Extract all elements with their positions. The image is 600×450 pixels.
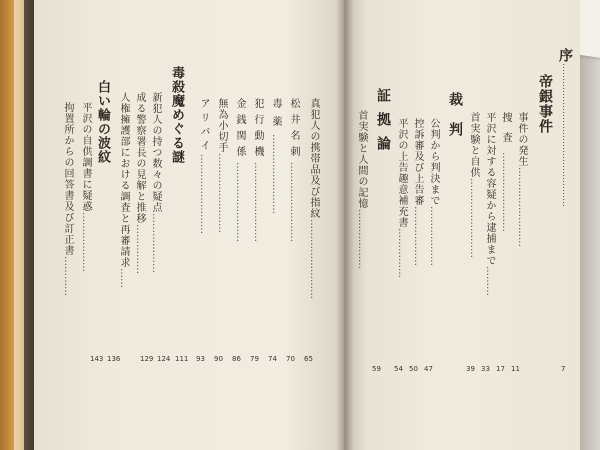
page-number: 129 (140, 355, 154, 363)
page-number: 50 (409, 365, 418, 373)
toc-entry (412, 118, 422, 266)
toc-entry (198, 98, 208, 234)
toc-section-heading (538, 74, 552, 134)
page-number: 90 (214, 355, 223, 363)
toc-leader: …… (118, 268, 129, 288)
toc-entry-title: 首実験と人間の記憶 (356, 110, 367, 209)
toc-entry-title: 公判から判決まで (428, 118, 439, 206)
page-number: 59 (372, 365, 381, 373)
toc-section-heading (376, 88, 390, 160)
toc-section-title: 裁判 (447, 92, 463, 152)
toc-entry (234, 98, 244, 242)
page-number: 143 (90, 355, 104, 363)
toc-leader: …………………… (500, 152, 511, 232)
page-number: 47 (424, 365, 433, 373)
toc-leader: ……………… (80, 212, 91, 272)
toc-leader: …………………… (468, 178, 479, 258)
toc-section-title: 証拠論 (375, 88, 391, 160)
toc-section-title: 毒殺魔めぐる謎 (169, 66, 184, 164)
page-number: 86 (232, 355, 241, 363)
toc-entry-title: 捜査 (500, 112, 511, 152)
toc-section-heading (170, 66, 183, 164)
toc-leader: ………………………………………… (560, 63, 570, 207)
toc-entry-title: 人権擁護部における調査と再審請求 (118, 92, 129, 268)
toc-section-heading (448, 92, 462, 152)
toc-entry (468, 112, 478, 258)
toc-entry-title: 成る警察署長の見解と推移 (134, 92, 145, 224)
toc-leader: …………………… (252, 162, 263, 242)
toc-entry (308, 98, 318, 299)
toc-entry (288, 98, 298, 242)
toc-section-heading (96, 80, 109, 164)
toc-entry (62, 102, 72, 296)
toc-entry (150, 92, 160, 273)
page-number: 33 (481, 365, 490, 373)
book-gutter (336, 0, 354, 450)
page-number: 65 (304, 355, 313, 363)
toc-entry-title: 序 (557, 48, 573, 63)
right-page (344, 0, 580, 450)
toc-entry-title: 新犯人の持つ数々の疑点 (150, 92, 161, 213)
page-number: 124 (157, 355, 171, 363)
page-number: 79 (250, 355, 259, 363)
page-number: 17 (496, 365, 505, 373)
toc-leader: ……………… (356, 209, 367, 269)
toc-entry (484, 112, 494, 296)
toc-entry-title: 平沢に対する容疑から逮捕まで (484, 112, 495, 266)
toc-leader: …………… (396, 228, 407, 278)
toc-entry (558, 48, 572, 207)
toc-leader: …………………… (216, 153, 227, 233)
toc-entry (216, 98, 226, 233)
toc-entry (134, 92, 144, 274)
toc-entry (356, 110, 366, 269)
toc-leader: …………………… (270, 134, 281, 214)
toc-entry-title: 真犯人の携帯品及び指紋 (308, 98, 319, 219)
page-number: 74 (268, 355, 277, 363)
toc-leader: …………………… (288, 162, 299, 242)
toc-entry-title: 事件の発生 (516, 112, 527, 167)
toc-entry-title: 首実験と自供 (468, 112, 479, 178)
page-number: 7 (561, 365, 566, 373)
toc-leader: …………… (134, 224, 145, 274)
toc-entry (428, 118, 438, 266)
page-number: 111 (175, 355, 189, 363)
toc-entry (118, 92, 128, 288)
toc-entry-title: 拘置所からの回答書及び訂正書 (62, 102, 73, 256)
page-number: 39 (466, 365, 475, 373)
toc-entry-title: 犯行動機 (252, 98, 263, 162)
page-number: 93 (196, 355, 205, 363)
toc-entry-title: アリバイ (198, 98, 209, 154)
toc-entry-title: 松井名刺 (288, 98, 299, 162)
toc-entry (500, 112, 510, 232)
toc-entry-title: 金銭関係 (234, 98, 245, 162)
toc-leader: ……………… (412, 206, 423, 266)
toc-entry-title: 平沢の上告趣意補充書 (396, 118, 407, 228)
toc-section-title: 白い輪の波紋 (95, 80, 110, 164)
toc-leader: ……………… (150, 213, 161, 273)
toc-entry-title: 平沢の自供調書に疑惑 (80, 102, 91, 212)
toc-leader: …………………… (198, 154, 209, 234)
page-number: 11 (511, 365, 520, 373)
toc-entry (270, 98, 280, 214)
toc-entry-title: 控訴審及び上告審 (412, 118, 423, 206)
toc-section-title: 帝銀事件 (537, 74, 553, 134)
toc-leader: …………………… (308, 219, 319, 299)
toc-leader: ……………… (428, 206, 439, 266)
page-number: 136 (107, 355, 121, 363)
toc-leader: ………… (62, 256, 73, 296)
toc-entry (252, 98, 262, 242)
toc-leader: …………………… (516, 167, 527, 247)
toc-entry (80, 102, 90, 272)
toc-entry-title: 無為小切手 (216, 98, 227, 153)
toc-entry (516, 112, 526, 247)
toc-leader: ……… (484, 266, 495, 296)
toc-leader: …………………… (234, 162, 245, 242)
page-number: 54 (394, 365, 403, 373)
toc-entry (396, 118, 406, 278)
toc-entry-title: 毒薬 (270, 98, 281, 134)
page-number: 70 (286, 355, 295, 363)
